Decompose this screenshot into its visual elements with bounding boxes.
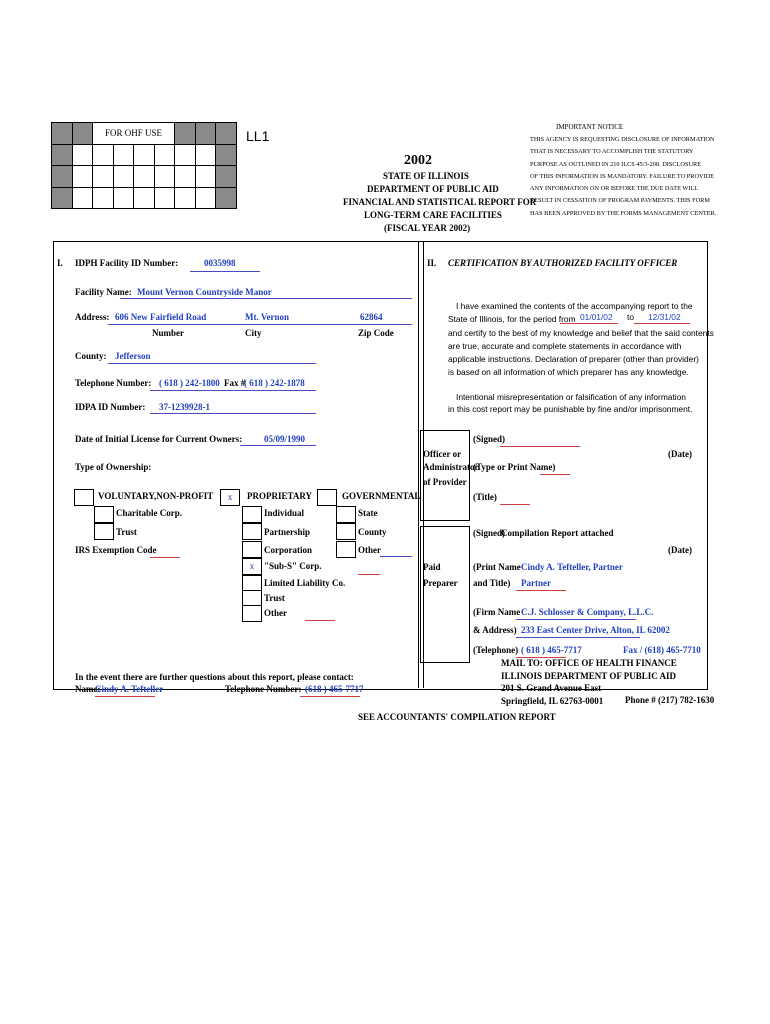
signed-underline	[500, 446, 580, 447]
questions-text: In the event there are further questions about this report, please contact:	[75, 672, 354, 682]
cert-p1-line2: State of Illinois, for the period from	[448, 314, 576, 324]
section-2-title: CERTIFICATION BY AUTHORIZED FACILITY OFFICER	[448, 258, 678, 268]
report-title-2: LONG-TERM CARE FACILITIES	[364, 210, 502, 220]
governmental-checkbox[interactable]	[317, 489, 337, 506]
idpa-label: IDPA ID Number:	[75, 402, 146, 412]
trust-checkbox[interactable]	[94, 523, 114, 540]
contact-name-underline	[95, 696, 155, 697]
subs-checkbox[interactable]: x	[242, 558, 262, 575]
other-gov-checkbox[interactable]	[336, 541, 356, 558]
form-code: LL1	[246, 128, 270, 144]
preparer-title-underline	[516, 590, 566, 591]
tel-label: (Telephone)	[473, 645, 519, 655]
mail-phone: Phone # (217) 782-1630	[625, 695, 715, 705]
charitable-checkbox[interactable]	[94, 506, 114, 523]
address-label: Address:	[75, 312, 110, 322]
proprietary-label: PROPRIETARY	[247, 491, 313, 501]
state-name: STATE OF ILLINOIS	[383, 171, 469, 181]
facility-value[interactable]: Mount Vernon Countryside Manor	[137, 287, 272, 297]
department: DEPARTMENT OF PUBLIC AID	[367, 184, 499, 194]
firm-address-label: & Address)	[473, 625, 517, 635]
cert-p1-rest: and certify to the best of my knowledge and belief that the said contents are true, accurate and complete statements in accordance with applicable instructions. Declaration of preparer (other than provider) is based on all information of which preparer has any knowledge.	[448, 328, 714, 377]
report-title-1: FINANCIAL AND STATISTICAL REPORT FOR	[343, 197, 537, 207]
charitable-label: Charitable Corp.	[116, 508, 182, 518]
other-checkbox[interactable]	[242, 605, 262, 622]
officer-label-2: Administrator	[423, 462, 479, 472]
individual-label: Individual	[264, 508, 305, 518]
cert-p2-line2: in this cost report may be punishable by fine and/or imprisonment.	[448, 404, 693, 414]
period-to-value[interactable]: 12/31/02	[648, 312, 681, 322]
county-value[interactable]: Jefferson	[115, 351, 151, 361]
title-label: (Title)	[473, 492, 497, 502]
footer-note: SEE ACCOUNTANTS' COMPILATION REPORT	[358, 712, 556, 722]
corporation-checkbox[interactable]	[242, 541, 262, 558]
idpa-underline	[150, 413, 316, 414]
trust-label: Trust	[116, 527, 137, 537]
governmental-label: GOVERNMENTAL	[342, 491, 421, 501]
notice-title: IMPORTANT NOTICE	[556, 123, 624, 131]
state-label: State	[358, 508, 378, 518]
preparer-name-value[interactable]: Cindy A. Tefteller, Partner	[521, 562, 623, 572]
firm-name-underline	[516, 619, 636, 620]
signed-label: (Signed)	[473, 434, 506, 444]
proprietary-checkbox[interactable]: x	[220, 489, 240, 506]
fax-value[interactable]: ( 618 ) 242-1878	[244, 378, 305, 388]
subs-label: "Sub-S" Corp.	[264, 561, 322, 571]
idpa-value[interactable]: 37-1239928-1	[159, 402, 210, 412]
type-print-underline	[540, 474, 570, 475]
firm-name-label: (Firm Name	[473, 607, 521, 617]
llc-label: Limited Liability Co.	[264, 578, 346, 588]
signed2-label: (Signed)	[473, 528, 506, 538]
county-checkbox[interactable]	[336, 523, 356, 540]
contact-tel-label: Telephone Number:	[225, 684, 302, 694]
license-underline	[240, 445, 316, 446]
compilation-label: Compilation Report attached	[501, 528, 614, 538]
contact-tel-value[interactable]: (618 ) 465-7717	[305, 684, 364, 694]
facility-underline	[120, 298, 412, 299]
idph-value[interactable]: 0035998	[204, 258, 236, 268]
partnership-checkbox[interactable]	[242, 523, 262, 540]
officer-box	[420, 430, 470, 521]
paid-label: Paid	[423, 562, 441, 572]
county-underline	[108, 363, 316, 364]
period-from-underline	[560, 323, 618, 324]
contact-name-label: Name:	[75, 684, 101, 694]
title-underline	[500, 504, 530, 505]
other-gov-label: Other	[358, 545, 381, 555]
voluntary-checkbox[interactable]	[74, 489, 94, 506]
idph-underline	[190, 271, 260, 272]
contact-tel-underline	[300, 696, 360, 697]
date-label: (Date)	[668, 449, 692, 459]
voluntary-label: VOLUNTARY,NON-PROFIT	[98, 491, 214, 501]
other-underline	[305, 620, 335, 621]
idph-label: IDPH Facility ID Number:	[75, 258, 179, 268]
phone-underline	[150, 390, 316, 391]
report-year: 2002	[404, 153, 432, 168]
fiscal-year: (FISCAL YEAR 2002)	[384, 223, 471, 233]
individual-checkbox[interactable]	[242, 506, 262, 523]
ohf-use-grid	[51, 122, 237, 209]
irs-label: IRS Exemption Code	[75, 545, 157, 555]
fax-value-2[interactable]: Fax / (618) 465-7710	[623, 645, 701, 655]
corporation-label: Corporation	[264, 545, 312, 555]
number-caption: Number	[152, 328, 184, 338]
officer-label-3: of Provider	[423, 477, 467, 487]
preparer-label: Preparer	[423, 578, 458, 588]
zip-caption: Zip Code	[358, 328, 394, 338]
cert-p1-line1: I have examined the contents of the accompanying report to the	[456, 301, 693, 311]
address-city-value[interactable]: Mt. Vernon	[245, 312, 290, 322]
section-1-number: I.	[57, 258, 63, 268]
partnership-label: Partnership	[264, 527, 310, 537]
city-caption: City	[245, 328, 262, 338]
notice-text: THIS AGENCY IS REQUESTING DISCLOSURE OF INFORMATION THAT IS NECESSARY TO ACCOMPLISH THE STATUTORY PURPOSE AS OUTLINED IN 210 ILCS 45/3-208. DISCLOSURE OF THIS INFORMATION IS MANDATORY. FAILURE TO PROVIDE ANY INFORMATION ON OR BEFORE THE DUE DATE WILL RESULT IN CESSATION OF PROGRAM PAYMENTS. THIS FORM HAS BEEN APPROVED BY THE FORMS MANAGEMENT CENTER.	[530, 136, 717, 217]
other-gov-underline	[380, 556, 412, 557]
other-label: Other	[264, 608, 287, 618]
period-to-underline	[634, 323, 690, 324]
county-label: County:	[75, 351, 107, 361]
firm-name-value[interactable]: C.J. Schlosser & Company, L.L.C.	[521, 607, 654, 617]
ohf-use-label: FOR OHF USE	[93, 123, 175, 145]
cert-p2-line1: Intentional misrepresentation or falsification of any information	[456, 392, 686, 402]
phone-value[interactable]: ( 618 ) 242-1800	[159, 378, 220, 388]
type-print-label: (Type or Print Name)	[473, 462, 556, 472]
trust2-label: Trust	[264, 593, 285, 603]
address-number-value[interactable]: 606 New Fairfield Road	[115, 312, 207, 322]
officer-label-1: Officer or	[423, 449, 462, 459]
period-from-value[interactable]: 01/01/02	[580, 312, 613, 322]
preparer-box	[420, 526, 470, 663]
mail-to-block: MAIL TO: OFFICE OF HEALTH FINANCE ILLINOIS DEPARTMENT OF PUBLIC AID 201 S. Grand Avenue East Springfield, IL 62763-0001	[501, 658, 677, 706]
firm-address-value[interactable]: 233 East Center Drive, Alton, IL 62002	[521, 625, 670, 635]
and-title-label: and Title)	[473, 578, 511, 588]
contact-name-value[interactable]: Cindy A. Tefteller	[95, 684, 164, 694]
phone-label: Telephone Number:	[75, 378, 152, 388]
license-value[interactable]: 05/09/1990	[264, 434, 306, 444]
other-gov-mark	[358, 574, 380, 575]
irs-underline	[150, 557, 180, 558]
preparer-title-value[interactable]: Partner	[521, 578, 551, 588]
tel-value[interactable]: ( 618 ) 465-7717	[521, 645, 582, 655]
section-divider	[418, 241, 419, 688]
state-checkbox[interactable]	[336, 506, 356, 523]
fax-label: Fax #	[224, 378, 246, 388]
county-gov-label: County	[358, 527, 387, 537]
ownership-label: Type of Ownership:	[75, 462, 152, 472]
address-zip-value[interactable]: 62864	[360, 312, 383, 322]
facility-label: Facility Name:	[75, 287, 132, 297]
print-name-label: (Print Name	[473, 562, 521, 572]
date2-label: (Date)	[668, 545, 692, 555]
firm-address-underline	[516, 637, 640, 638]
period-to-label: to	[627, 312, 634, 322]
address-underline	[108, 324, 412, 325]
section-2-number: II.	[427, 258, 437, 268]
license-label: Date of Initial License for Current Owners:	[75, 434, 243, 444]
